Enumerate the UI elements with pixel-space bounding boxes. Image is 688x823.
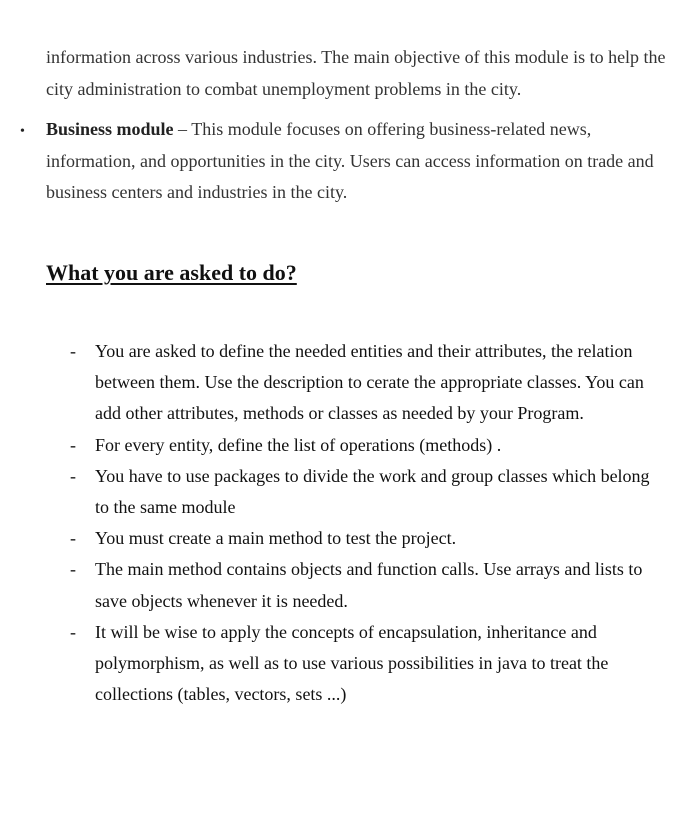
bullet-icon: • <box>20 124 25 139</box>
dash-icon: - <box>70 528 76 549</box>
dash-icon: - <box>70 621 76 642</box>
business-module-text <box>46 114 661 209</box>
intro-paragraph: information across various industries. The main objective of this module is to help the city administration to combat unemployment problems in the city. <box>46 47 666 99</box>
list-item <box>0 523 655 554</box>
dash-icon: - <box>70 559 76 580</box>
list-item <box>0 461 655 523</box>
dash-icon: - <box>70 465 76 486</box>
task-list <box>0 336 688 710</box>
list-item-text: You must create a main method to test the project. <box>95 528 457 549</box>
dash-icon: - <box>70 434 76 455</box>
list-item-text: For every entity, define the list of operations (methods) . <box>95 434 502 455</box>
dash-icon: - <box>70 341 76 361</box>
list-item-text: You have to use packages to divide the work and group classes which belong to the same module <box>95 465 650 518</box>
list-item-text: The main method contains objects and function calls. Use arrays and lists to save objects whenever it is needed. <box>95 559 643 611</box>
list-item <box>0 617 655 711</box>
section-heading: What you are asked to do? <box>46 260 297 285</box>
business-module-description: – This module focuses on offering business-related news, information, and opportunities in the city. Users can access information on trade and business centers and industries in the city. <box>46 119 654 202</box>
list-item <box>0 554 655 616</box>
list-item <box>0 430 655 461</box>
business-module-title: Business module <box>46 119 174 139</box>
list-item-text: You are asked to define the needed entities and their attributes, the relation between them. Use the description to cerate the appropriate classes. You can add other attributes, methods or classes as needed by your Program. <box>95 341 644 424</box>
list-item <box>0 336 655 430</box>
list-item-text: It will be wise to apply the concepts of encapsulation, inheritance and polymorphism, as well as to use various possibilities in java to treat the collections (tables, vectors, sets ...) <box>95 621 609 705</box>
